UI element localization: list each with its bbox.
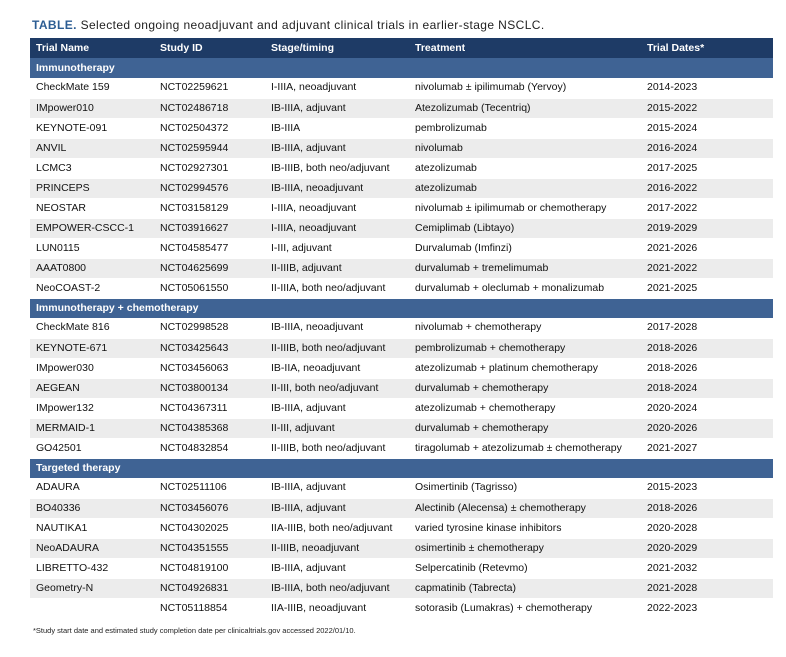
cell-dates: 2016-2024 [641, 138, 773, 158]
table-row [30, 98, 773, 118]
cell-stage: IB-IIIA, neoadjuvant [265, 318, 409, 338]
cell-treatment: durvalumab + tremelimumab [409, 258, 641, 278]
cell-study-id: NCT04832854 [154, 438, 265, 458]
cell-trial-name: EMPOWER-CSCC-1 [30, 218, 154, 238]
cell-trial-name: LIBRETTO-432 [30, 558, 154, 578]
cell-study-id: NCT04302025 [154, 518, 265, 538]
cell-dates: 2018-2026 [641, 338, 773, 358]
table-row [30, 318, 773, 338]
cell-dates: 2020-2026 [641, 418, 773, 438]
cell-treatment: Durvalumab (Imfinzi) [409, 238, 641, 258]
cell-dates: 2015-2022 [641, 98, 773, 118]
cell-stage: II-IIIB, both neo/adjuvant [265, 438, 409, 458]
cell-treatment: atezolizumab + chemotherapy [409, 398, 641, 418]
cell-trial-name: KEYNOTE-671 [30, 338, 154, 358]
table-row [30, 158, 773, 178]
cell-treatment: capmatinib (Tabrecta) [409, 578, 641, 598]
cell-trial-name: Geometry-N [30, 578, 154, 598]
cell-study-id: NCT02511106 [154, 478, 265, 498]
cell-stage: IB-IIIA, adjuvant [265, 138, 409, 158]
cell-treatment: atezolizumab + platinum chemotherapy [409, 358, 641, 378]
cell-study-id: NCT04367311 [154, 398, 265, 418]
cell-dates: 2021-2022 [641, 258, 773, 278]
cell-treatment: pembrolizumab [409, 118, 641, 138]
table-row [30, 378, 773, 398]
section-title: Immunotherapy [30, 58, 773, 78]
caption-label: TABLE. [32, 18, 77, 32]
section-title: Targeted therapy [30, 458, 773, 478]
table-figure [30, 17, 773, 636]
cell-stage: IB-IIIA, adjuvant [265, 98, 409, 118]
cell-dates: 2022-2023 [641, 598, 773, 618]
table-row [30, 138, 773, 158]
cell-dates: 2020-2029 [641, 538, 773, 558]
cell-dates: 2017-2025 [641, 158, 773, 178]
cell-study-id: NCT03425643 [154, 338, 265, 358]
table-row [30, 558, 773, 578]
cell-trial-name: PRINCEPS [30, 178, 154, 198]
cell-dates: 2016-2022 [641, 178, 773, 198]
cell-stage: IB-IIIA, adjuvant [265, 478, 409, 498]
section-0 [30, 58, 773, 298]
cell-trial-name: IMpower010 [30, 98, 154, 118]
cell-treatment: nivolumab ± ipilimumab (Yervoy) [409, 78, 641, 98]
cell-trial-name: NAUTIKA1 [30, 518, 154, 538]
cell-dates: 2018-2026 [641, 498, 773, 518]
table-row [30, 218, 773, 238]
cell-study-id: NCT02998528 [154, 318, 265, 338]
cell-treatment: tiragolumab + atezolizumab ± chemotherapy [409, 438, 641, 458]
table-row [30, 538, 773, 558]
cell-stage: IB-IIIA, adjuvant [265, 498, 409, 518]
cell-stage: I-IIIA, neoadjuvant [265, 218, 409, 238]
cell-treatment: varied tyrosine kinase inhibitors [409, 518, 641, 538]
header-row [30, 38, 773, 58]
section-header [30, 458, 773, 478]
table-row [30, 478, 773, 498]
col-dates: Trial Dates* [641, 38, 773, 58]
cell-study-id: NCT04625699 [154, 258, 265, 278]
table-row [30, 418, 773, 438]
cell-study-id: NCT02504372 [154, 118, 265, 138]
cell-treatment: durvalumab + chemotherapy [409, 378, 641, 398]
cell-trial-name: CheckMate 816 [30, 318, 154, 338]
section-2 [30, 458, 773, 618]
cell-dates: 2021-2028 [641, 578, 773, 598]
cell-stage: IB-IIIA, adjuvant [265, 558, 409, 578]
cell-stage: II-IIIB, neoadjuvant [265, 538, 409, 558]
cell-trial-name: ANVIL [30, 138, 154, 158]
cell-trial-name: CheckMate 159 [30, 78, 154, 98]
cell-study-id: NCT02595944 [154, 138, 265, 158]
cell-dates: 2020-2028 [641, 518, 773, 538]
caption-text: Selected ongoing neoadjuvant and adjuvant clinical trials in earlier-stage NSCLC. [80, 18, 545, 32]
table-row [30, 338, 773, 358]
cell-dates: 2017-2028 [641, 318, 773, 338]
table-row [30, 578, 773, 598]
cell-trial-name: LUN0115 [30, 238, 154, 258]
cell-trial-name: LCMC3 [30, 158, 154, 178]
cell-study-id: NCT03456076 [154, 498, 265, 518]
cell-dates: 2018-2024 [641, 378, 773, 398]
cell-study-id: NCT04385368 [154, 418, 265, 438]
cell-study-id: NCT03158129 [154, 198, 265, 218]
cell-trial-name: IMpower132 [30, 398, 154, 418]
cell-stage: II-III, both neo/adjuvant [265, 378, 409, 398]
cell-treatment: nivolumab + chemotherapy [409, 318, 641, 338]
cell-dates: 2021-2026 [641, 238, 773, 258]
col-study-id: Study ID [154, 38, 265, 58]
cell-treatment: atezolizumab [409, 158, 641, 178]
cell-dates: 2021-2027 [641, 438, 773, 458]
cell-trial-name: NeoADAURA [30, 538, 154, 558]
cell-trial-name [30, 598, 154, 618]
section-1 [30, 298, 773, 458]
table-row [30, 278, 773, 298]
cell-stage: II-IIIB, adjuvant [265, 258, 409, 278]
cell-study-id: NCT04819100 [154, 558, 265, 578]
table-row [30, 118, 773, 138]
cell-stage: IB-IIIA, adjuvant [265, 398, 409, 418]
col-treatment: Treatment [409, 38, 641, 58]
cell-stage: I-IIIA, neoadjuvant [265, 78, 409, 98]
cell-treatment: sotorasib (Lumakras) + chemotherapy [409, 598, 641, 618]
cell-stage: IIA-IIIB, neoadjuvant [265, 598, 409, 618]
cell-treatment: durvalumab + oleclumab + monalizumab [409, 278, 641, 298]
table-row [30, 438, 773, 458]
cell-stage: IB-IIIB, both neo/adjuvant [265, 158, 409, 178]
table-row [30, 238, 773, 258]
cell-study-id: NCT05061550 [154, 278, 265, 298]
cell-dates: 2014-2023 [641, 78, 773, 98]
cell-stage: I-IIIA, neoadjuvant [265, 198, 409, 218]
col-stage: Stage/timing [265, 38, 409, 58]
cell-dates: 2020-2024 [641, 398, 773, 418]
footnote: *Study start date and estimated study completion date per clinicaltrials.gov accessed 2022/01/10. [33, 625, 356, 635]
cell-stage: IB-IIA, neoadjuvant [265, 358, 409, 378]
table-row [30, 518, 773, 538]
table-row [30, 198, 773, 218]
cell-treatment: osimertinib ± chemotherapy [409, 538, 641, 558]
cell-study-id: NCT02994576 [154, 178, 265, 198]
cell-dates: 2021-2025 [641, 278, 773, 298]
cell-trial-name: MERMAID-1 [30, 418, 154, 438]
cell-trial-name: AAAT0800 [30, 258, 154, 278]
cell-study-id: NCT05118854 [154, 598, 265, 618]
cell-trial-name: BO40336 [30, 498, 154, 518]
cell-treatment: nivolumab ± ipilimumab or chemotherapy [409, 198, 641, 218]
cell-dates: 2021-2032 [641, 558, 773, 578]
cell-trial-name: KEYNOTE-091 [30, 118, 154, 138]
cell-treatment: Osimertinib (Tagrisso) [409, 478, 641, 498]
table-row [30, 598, 773, 618]
cell-study-id: NCT04351555 [154, 538, 265, 558]
cell-stage: IB-IIIA [265, 118, 409, 138]
cell-treatment: atezolizumab [409, 178, 641, 198]
cell-trial-name: ADAURA [30, 478, 154, 498]
cell-trial-name: GO42501 [30, 438, 154, 458]
cell-stage: II-IIIB, both neo/adjuvant [265, 338, 409, 358]
cell-stage: IIA-IIIB, both neo/adjuvant [265, 518, 409, 538]
section-title: Immunotherapy + chemotherapy [30, 298, 773, 318]
cell-treatment: Selpercatinib (Retevmo) [409, 558, 641, 578]
cell-stage: I-III, adjuvant [265, 238, 409, 258]
cell-stage: II-IIIA, both neo/adjuvant [265, 278, 409, 298]
cell-treatment: nivolumab [409, 138, 641, 158]
cell-dates: 2015-2024 [641, 118, 773, 138]
cell-dates: 2017-2022 [641, 198, 773, 218]
cell-study-id: NCT04926831 [154, 578, 265, 598]
table-row [30, 258, 773, 278]
cell-treatment: Atezolizumab (Tecentriq) [409, 98, 641, 118]
table-row [30, 358, 773, 378]
cell-treatment: durvalumab + chemotherapy [409, 418, 641, 438]
cell-study-id: NCT02927301 [154, 158, 265, 178]
table-row [30, 498, 773, 518]
cell-treatment: Alectinib (Alecensa) ± chemotherapy [409, 498, 641, 518]
cell-study-id: NCT04585477 [154, 238, 265, 258]
cell-trial-name: NEOSTAR [30, 198, 154, 218]
cell-stage: II-III, adjuvant [265, 418, 409, 438]
cell-trial-name: NeoCOAST-2 [30, 278, 154, 298]
cell-stage: IB-IIIA, neoadjuvant [265, 178, 409, 198]
cell-dates: 2015-2023 [641, 478, 773, 498]
cell-treatment: pembrolizumab + chemotherapy [409, 338, 641, 358]
table-row [30, 398, 773, 418]
section-header [30, 58, 773, 78]
cell-stage: IB-IIIA, both neo/adjuvant [265, 578, 409, 598]
cell-study-id: NCT02259621 [154, 78, 265, 98]
cell-study-id: NCT03456063 [154, 358, 265, 378]
cell-trial-name: AEGEAN [30, 378, 154, 398]
table-row [30, 178, 773, 198]
col-trial-name: Trial Name [30, 38, 154, 58]
cell-study-id: NCT02486718 [154, 98, 265, 118]
cell-treatment: Cemiplimab (Libtayo) [409, 218, 641, 238]
section-header [30, 298, 773, 318]
table-row [30, 78, 773, 98]
cell-study-id: NCT03800134 [154, 378, 265, 398]
table-caption [32, 17, 773, 33]
trials-table [30, 38, 773, 619]
cell-study-id: NCT03916627 [154, 218, 265, 238]
cell-dates: 2019-2029 [641, 218, 773, 238]
cell-dates: 2018-2026 [641, 358, 773, 378]
cell-trial-name: IMpower030 [30, 358, 154, 378]
